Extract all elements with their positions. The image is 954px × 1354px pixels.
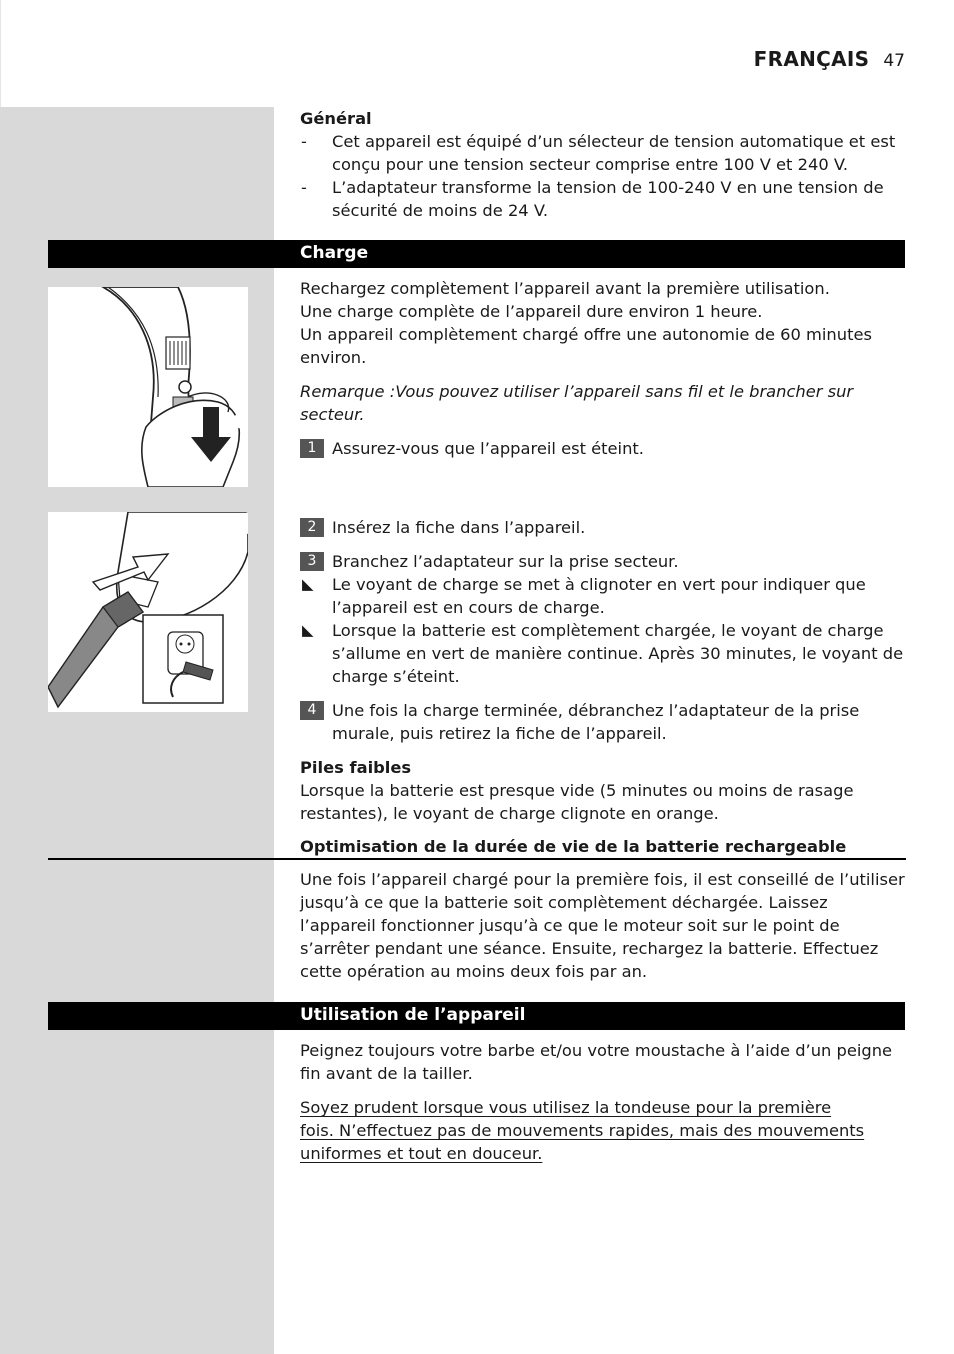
page-edge: [0, 0, 1, 107]
section-bar-usage: [48, 1002, 905, 1030]
usage-warning: Soyez prudent lorsque vous utilisez la tondeuse pour la première fois. N’effectuez pas de mouvements rapides, mais des mouvements uniformes et tout en douceur.: [300, 1098, 865, 1163]
optimisation-title: Optimisation de la durée de vie de la batterie rechargeable: [300, 837, 847, 856]
step-4: 4 Une fois la charge terminée, débranchez l’adaptateur de la prise murale, puis retirez la fiche de l’appareil.: [300, 699, 906, 745]
figure-pointer: [222, 512, 248, 534]
result-bullet: ◣ Le voyant de charge se met à clignoter en vert pour indiquer que l’appareil est en cours de charge.: [302, 575, 866, 617]
section-bar-charge: [48, 240, 905, 268]
page-header: [754, 47, 905, 71]
general-item: - Cet appareil est équipé d’un sélecteur de tension automatique et est conçu pour une tension secteur comprise entre 100 V et 240 V.: [301, 132, 896, 174]
figure-pointer: [222, 410, 248, 432]
low-battery-text: Lorsque la batterie est presque vide (5 minutes ou moins de rasage restantes), le voyant de charge clignote en orange.: [300, 781, 854, 823]
usage-section: [300, 1039, 906, 1165]
general-title: Général: [300, 109, 372, 128]
section-divider: [48, 858, 906, 860]
usage-text: Peignez toujours votre barbe et/ou votre moustache à l’aide d’un peigne fin avant de la tailler.: [300, 1041, 893, 1083]
result-bullet: ◣ Lorsque la batterie est complètement chargée, le voyant de charge s’allume en vert de manière continue. Après 30 minutes, le voyant de charge s’éteint.: [302, 621, 904, 686]
charge-steps: [300, 516, 906, 858]
low-battery-title: Piles faibles: [300, 758, 412, 777]
section-title-charge: Charge: [300, 243, 369, 263]
step-2: 2 Insérez la fiche dans l’appareil.: [300, 516, 906, 539]
charge-intro: Rechargez complètement l’appareil avant la première utilisation. Une charge complète de l’appareil dure environ 1 heure. Un appareil complètement chargé offre une autonomie de 60 minutes environ. Remarque :Vous pouvez utiliser l’appareil sans fil et le brancher sur secteur. 1 Assurez-vous que l’appareil est éteint.: [300, 277, 906, 460]
section-title-usage: Utilisation de l’appareil: [300, 1005, 526, 1025]
optimisation-text: Une fois l’appareil chargé pour la première fois, il est conseillé de l’utiliser jusqu’à ce que la batterie soit complètement déchargée. Laissez l’appareil fonctionner jusqu’à ce que le moteur soit sur le point de s’arrêter pendant une séance. Ensuite, rechargez la batterie. Effectuez cette opération au moins deux fois par an.: [300, 870, 905, 981]
charge-note: Remarque :Vous pouvez utiliser l’appareil sans fil et le brancher sur secteur.: [300, 382, 854, 424]
step-1: 1 Assurez-vous que l’appareil est éteint.: [300, 437, 906, 460]
trimmer-switch-illustration: [48, 287, 248, 487]
language-label: FRANÇAIS: [753, 47, 870, 71]
plug-socket-illustration: [48, 512, 248, 712]
general-item: - L’adaptateur transforme la tension de 100-240 V en une tension de sécurité de moins de 24 V.: [301, 178, 884, 220]
bullet-icon: ◣: [302, 575, 314, 593]
step-3: 3 Branchez l’adaptateur sur la prise secteur.: [300, 550, 906, 573]
general-section: [300, 107, 906, 222]
trimmer-switch-off-icon: [48, 287, 248, 487]
bullet-icon: ◣: [302, 621, 314, 639]
plug-and-socket-icon: [48, 512, 248, 712]
page-number: 47: [883, 51, 905, 71]
